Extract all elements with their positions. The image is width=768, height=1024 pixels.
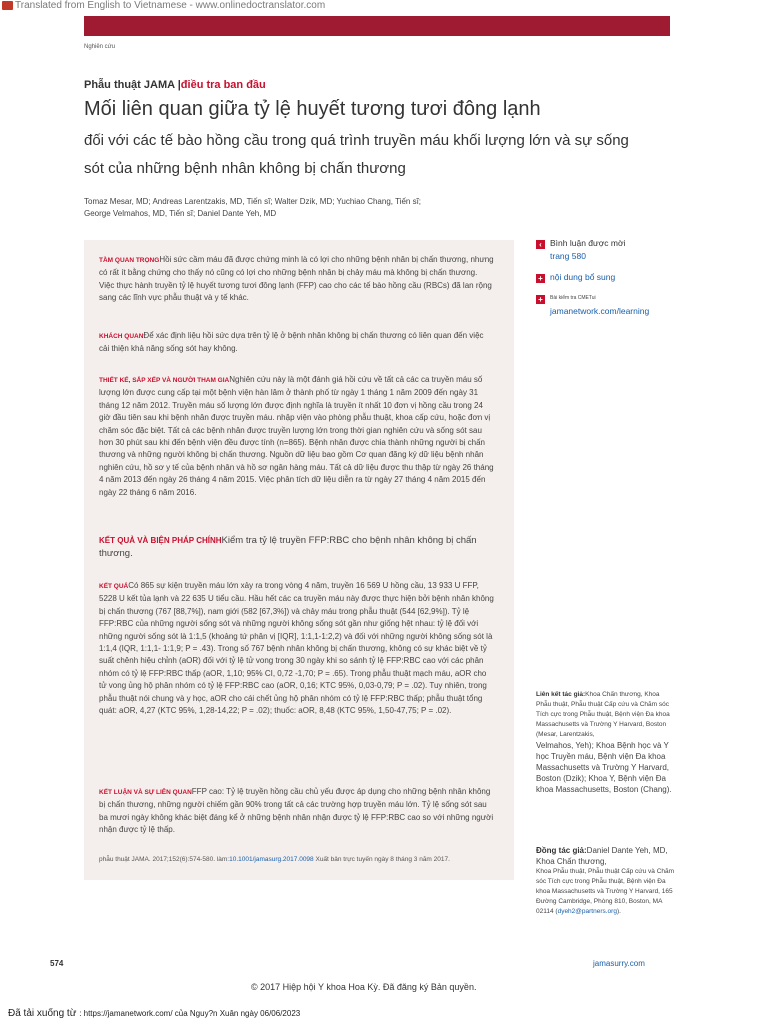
- section-heading: KHÁCH QUAN: [99, 333, 144, 340]
- section-heading: TẦM QUAN TRỌNG: [99, 257, 160, 264]
- section-text: Kiểm tra tỷ lệ truyền FFP:RBC cho bệnh nhân không bị chấn thương.: [99, 535, 477, 559]
- copyright: © 2017 Hiệp hội Y khoa Hoa Kỳ. Đã đăng ký Bản quyền.: [251, 982, 477, 992]
- site-link[interactable]: jamasurry.com: [593, 959, 645, 968]
- article-title: Mối liên quan giữa tỷ lệ huyết tương tươi đông lạnh: [84, 98, 541, 120]
- section-heading: THIẾT KẾ, SẮP XẾP VÀ NGƯỜI THAM GIA: [99, 377, 230, 384]
- plus-icon: +: [536, 274, 545, 283]
- section-text: Hồi sức cầm máu đã được chứng minh là có lợi cho những bệnh nhân bị chấn thương, nhưng có rất ít bằng chứng cho thấy nó cũng có lợi cho những bệnh nhân bị chảy máu mà không bị chấn thương. Việc thực hành truyền tỷ lệ huyết tương tươi đông lạnh (FFP) cao cho các tế bào hồng cầu (RBCs) đã lan rộng sang các lĩnh vực phẫu thuật và y tế khác.: [99, 255, 494, 303]
- comment-icon: ‹: [536, 240, 545, 249]
- section-heading: KẾT QUẢ: [99, 583, 129, 590]
- cme-label: Bài kiểm tra CMETui: [550, 295, 596, 301]
- article-title-line2: đối với các tế bào hồng cầu trong quá trình truyền máu khối lượng lớn và sự sống: [84, 132, 629, 149]
- section-text: FFP cao: Tỷ lệ truyền hồng cầu chủ yếu được áp dụng cho những bệnh nhân không bị chấn thương, những người chiếm gần 90% trong tất cả các trường hợp truyền máu lớn. Tỷ lệ sống sót sau ba mươi ngày không khác biệt đáng kể ở những bệnh nhân nhận được tỷ lệ FFP:RBC cao so với những người nhận được tỷ lệ thấp.: [99, 787, 494, 835]
- abstract-design: [99, 374, 494, 499]
- corresponding-author: Đồng tác giả:Daniel Dante Yeh, MD, Khoa Chấn thương, Khoa Phẫu thuật, Phẫu thuật Cấp cứu và Chăm sóc Tích cực trong Phẫu thuật, Bệnh viện Đa khoa Massachusetts và Trường Y Harvard, 165 Đường Cambridge, Phòng 810, Boston, MA 02114 (dyeh2@partners.org).: [536, 846, 675, 915]
- page-number: 574: [50, 959, 64, 968]
- section-text: Nghiên cứu này là một đánh giá hồi cứu về tất cả các ca truyền máu số lượng lớn được cung cấp tại một bệnh viện hàn lâm ở thành phố từ ngày 1 tháng 1 năm 2009 đến ngày 31 tháng 12 năm 2012. Truyền máu số lượng lớn được định nghĩa là truyền ít nhất 10 đơn vị hồng cầu trong 24 giờ đầu tiên sau khi bệnh nhân được truyền máu. nhập viện vào phòng phẫu thuật, khoa cấp cứu, hoặc đơn vị chăm sóc đặc biệt. Tất cả các bệnh nhân được truyền lượng lớn trong thời gian nghiên cứu và sống sót sau hơn 30 phút sau khi đến bệnh viện đều được tính (n=865). Bệnh nhân được chia thành những người bị chấn thương và những người không bị chấn thương. Nguồn dữ liệu bao gồm Cơ quan đăng ký dữ liệu bệnh nhân nghiên cứu, hồ sơ y tế của bệnh nhân và hồ sơ ngân hàng máu. Tất cả dữ liệu được thu thập từ ngày 26 tháng 4 năm 2013 đến ngày 26 tháng 4 năm 2015. Việc phân tích dữ liệu diễn ra từ ngày 27 tháng 4 năm 2015 đến ngày 22 tháng 6 năm 2016.: [99, 375, 494, 497]
- supplement-link[interactable]: nội dung bổ sung: [550, 272, 616, 282]
- journal-line: [84, 79, 266, 91]
- section-text: Để xác định liệu hồi sức dựa trên tỷ lệ ở bệnh nhân không bị chấn thương có liên quan đến việc cải thiện khả năng sống sót hay không.: [99, 331, 484, 354]
- abstract-results: [99, 580, 494, 717]
- doi-link[interactable]: 10.1001/jamasurg.2017.0098: [229, 856, 314, 863]
- journal-banner: [84, 16, 670, 36]
- author-affiliations: Liên kết tác giả:Khoa Chấn thương, Khoa Phẫu thuật, Phẫu thuật Cấp cứu và Chăm sóc Tích cực trong Phẫu thuật, Bệnh viện Đa khoa Massachusetts và Trường Y Harvard, Boston (Mesar, Larentzakis, Velmahos, Yeh); Khoa Bệnh học và Y học Truyền máu, Bệnh viện Đa khoa Massachusetts và Trường Y Harvard, Boston (Dzik); Khoa Y, Bệnh viện Đa khoa Massachusetts, Boston (Chang).: [536, 691, 672, 794]
- invited-comment-label: Bình luận được mời: [550, 238, 626, 248]
- cme-link[interactable]: jamanetwork.com/learning: [550, 306, 650, 316]
- section-label: Nghiên cứu: [84, 44, 116, 50]
- abstract-conclusions: [99, 786, 494, 837]
- affiliations-label: Liên kết tác giả:: [536, 691, 586, 698]
- translation-note[interactable]: Translated from English to Vietnamese - www.onlinedoctranslator.com: [2, 0, 325, 11]
- logo-icon: [2, 1, 13, 10]
- abstract-importance: [99, 254, 494, 305]
- citation: phẫu thuật JAMA. 2017;152(6):574-580. làm:10.1001/jamasurg.2017.0098 Xuất bản trực tuyến ngày 8 tháng 3 năm 2017.: [99, 856, 450, 863]
- invited-comment-link[interactable]: trang 580: [550, 251, 586, 261]
- section-heading: KẾT QUẢ VÀ BIỆN PHÁP CHÍNH: [99, 536, 222, 545]
- article-title-line3: sót của những bệnh nhân không bị chấn thương: [84, 160, 406, 177]
- author-line: George Velmahos, MD, Tiến sĩ; Daniel Dante Yeh, MD: [84, 209, 277, 218]
- journal-name: Phẫu thuật JAMA |: [84, 79, 181, 91]
- email-link[interactable]: dyeh2@partners.org: [557, 908, 617, 915]
- section-text: Có 865 sự kiện truyền máu lớn xảy ra trong vòng 4 năm, truyền 16 569 U hồng cầu, 13 933 U FFP, 5228 U kết tủa lạnh và 22 635 U tiểu cầu. Hầu hết các ca truyền máu này được thực hiện bởi bệnh nhân không bị chấn thương (767 [88,7%]), nam giới (582 [67,3%]) và chảy máu trong phẫu thuật (544 [62,9%]). Tỷ lệ FFP:RBC của những người sống sót và những người không sống sót gần như giống hệt nhau: tỷ lệ đối với những người sống sót là 1:1,5 (khoảng tứ phân vị [IQR], 1:1,1-1:2,2) và đối với những người không sống sót là 1:1,4 (IQR, 1:1,1- 1:1,9; P = .43). Trong số 767 bệnh nhân không bị chấn thương, không có sự khác biệt về tỷ suất chênh hiệu chỉnh (aOR) đối với tỷ lệ tử vong trong 30 ngày khi so sánh tỷ lệ FFP:RBC cao với các phân nhóm có tỷ lệ FFP:RBC thấp (aOR, 1,10; 95% CI, 0,72 -1,70; P = .65). Trong phẫu thuật mạch máu, aOR cho tử vong ủng hộ phân nhóm có tỷ lệ FFP:RBC cao (aOR, 0,16; KTC 95%, 0,03-0,79; P = .02). Tuy nhiên, trong phẫu thuật nói chung và y học, aOR cho cái chết ủng hộ phân nhóm có tỷ lệ FFP:RBC thấp; phẫu thuật tổng quát: aOR, 4,27 (KTC 95%, 1,28-14,22; P = .02); thuốc: aOR, 8,48 (KTC 95%, 1,50-47,75; P = .02).: [99, 581, 494, 716]
- abstract-objective: [99, 330, 494, 356]
- article-type: điều tra ban đầu: [180, 79, 266, 91]
- abstract-box: [84, 240, 514, 880]
- plus-icon: +: [536, 295, 545, 304]
- corresponding-label: Đồng tác giả:: [536, 846, 587, 855]
- download-note: Đã tải xuống từ : https://jamanetwork.com/ của Nguy?n Xuân ngày 06/06/2023: [8, 1008, 301, 1019]
- author-list: [84, 196, 444, 220]
- download-url[interactable]: : https://jamanetwork.com/ của Nguy?n Xuân ngày 06/06/2023: [79, 1009, 301, 1018]
- author-line: Tomaz Mesar, MD; Andreas Larentzakis, MD, Tiến sĩ; Walter Dzik, MD; Yuchiao Chang, Tiến sĩ;: [84, 197, 422, 206]
- abstract-outcomes: [99, 534, 494, 560]
- section-heading: KẾT LUẬN VÀ SỰ LIÊN QUAN: [99, 789, 192, 796]
